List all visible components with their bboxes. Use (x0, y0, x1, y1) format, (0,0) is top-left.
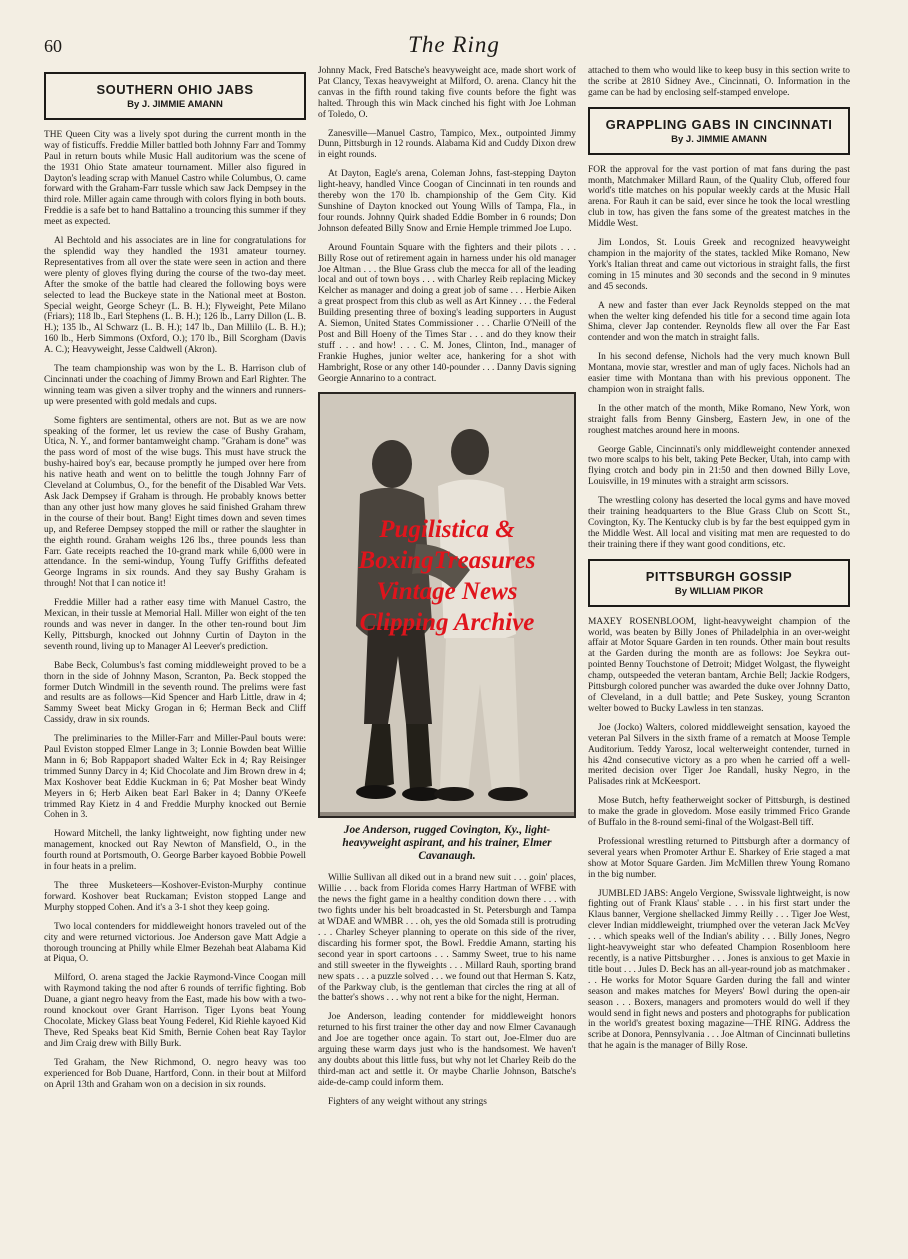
paragraph: The team championship was won by the L. B. Harrison club of Cincinnati under the coaching of Jimmy Brown and Earl Righter. The winning team was given a silver trophy and the winners and runners-up were presented with gold medals and cups. (44, 364, 306, 407)
paragraph: THE Queen City was a lively spot during the current month in the way of fisticuffs. Freddie Miller battled both Johnny Farr and Tommy Paul in return bouts while Music Hall auditorium was the scene of the 1931 Ohio State amateur tournament. Miller also figured in Dayton's leading scrap with Manuel Castro while Columbus, O. came forward with the Graham-Farr tussle which saw Jack Dempsey in the third role. Miller again came through with colors flying in both bouts. Freddie is a safe bet to hand Battalino a trouncing this summer if they meet as expected. (44, 129, 306, 228)
column-middle (318, 66, 576, 1241)
paragraph: JUMBLED JABS: Angelo Vergione, Swissvale lightweight, is now fighting out of Frank Klaus' stable . . . in his first start under the Klaus banner, Vergione shellacked Jimmy Reilly . . . Tiger Joe West, clever Indian middleweight, triumphed over the veteran Jack McVey . . . which speaks well of the Indian's ability . . . Billy Jones, Negro light-heavyweight star who defeated Champion Rosenbloom here recently, is a native Pittsburgher . . . Jones is anxious to get Maxie in title bout . . . Jules D. Beck has an all-year-round job as matchmaker . . . He works for Motor Square Garden during the fall and winter season and makes matches for Meyers' Bowl during the open-air season . . . Boxers, managers and promoters would do well if they would send in fight news and posters and photographs for publication in the world's greatest boxing magazine—THE RING. Address the scribe at Donora, Pennsylvania . . . Joe Altman of Cincinnati bulletins that he again is the manager of Billy Rose. (588, 888, 850, 1052)
magazine-title: The Ring (408, 32, 500, 57)
article-title: SOUTHERN OHIO JABS (96, 82, 254, 97)
page-header (0, 0, 908, 60)
paragraph: Joe (Jocko) Walters, colored middleweight sensation, kayoed the veteran Pal Silvers in the sixth frame of a rematch at Moose Temple Auditorium. Teddy Yarosz, local welterweight contender, turned in his 42nd consecutive victory as a pro when he carried off a well-merited decision over Tiger Joe Randall, husky Negro, in the Palisades rink at McKeesport. (588, 722, 850, 788)
paragraph: Milford, O. arena staged the Jackie Raymond-Vince Coogan mill with Raymond taking the nod after 6 rounds of terrific fighting. Bob Duane, a giant negro heavy from the East, made his bow with a two-round knockout over Grant Harrison. Tiger Lyons beat Young Chocolate, Mickey Glass beat Young Federel, Kid Riehle kayoed Kid Theve, Red Speaks beat Kid Smith, Bernie Cohen beat Ray Taylor and Jim Craig drew with Billy Burk. (44, 973, 306, 1049)
paragraph: Babe Beck, Columbus's fast coming middleweight proved to be a thorn in the side of Johnny Mason, Scranton, Pa. Beck stopped the former Dutch Windmill in the seventh round. The prelims were fast and results are as follows—Kid Spencer and Harb Little, draw in 4; Sammy Sweet beat Micky Grogan in 6; Herman Beck and Cliff Cassidy, draw in six rounds. (44, 660, 306, 726)
paragraph: Some fighters are sentimental, others are not. But as we are now speaking of the former, let us review the case of Bushy Graham, Utica, N. Y., and former bantamweight champ. "Graham is done" was the pass word of most of the wise bugs. This must have struck the bushy-haired boy's ear, because promptly he jumped over here from his native heath and went on to belittle the tough Johnny Farr of Cleveland at Columbus, O., for the benefit of the Disabled War Vets. Ask Jack Dempsey if Graham is through. He probably knows better than any other just how many gloves he said finished Graham threw in the course of their bout. Bang! Eight times down and seven times up, and Referee Dempsey stopped the mill or rather the slaughter in the eighth round. Graham weighs 126 lbs., three pounds less than Farr. Gate receipts reached the 10-grand mark while 6,000 were in attendance. In the semi-windup, Young Tuffy Griffiths defeated George Ingrams in six rounds. And they say Bushy Graham is through! Not that I can notice it! (44, 415, 306, 590)
article-byline: By J. JIMMIE AMANN (671, 133, 767, 145)
article-byline: By J. JIMMIE AMANN (127, 99, 223, 110)
article-heading-grappling-gabs (588, 107, 850, 155)
archive-watermark (320, 514, 574, 638)
page-number: 60 (44, 36, 62, 56)
paragraph: Professional wrestling returned to Pittsburgh after a dormancy of several years when Promoter Arthur E. Sharkey of Erie staged a mat show at Motor Square Garden. Jim McMillen threw Young Romano in the big number. (588, 836, 850, 880)
paragraph: Two local contenders for middleweight honors traveled out of the city and were returned victorious. Joe Anderson gave Matt Adgie a thorough trouncing at Philly while Elmer Bezehah beat Alabama Kid at Piqua, O. (44, 921, 306, 965)
paragraph: Al Bechtold and his associates are in line for congratulations for the splendid way they handled the 1931 amateur tourney. Representatives from all over the state were seen in action and there were plenty of gloves flying during the course of the two-day meet. After the smoke of the battle had cleared the following boys were selected to lead the Buckeye state in the National meet at Boston. Special weight, George Scheyr (L. B. H.); Flyweight, Pete Milano (Friars); 118 lb., Earl Stephens (L. B. H.); 126 lb., Larry Dillon (L. B. H.); 135 lb., Al Schwarz (L. B. H.); 147 lb., Dan Millilo (L. B. H.); 160 lb., Herb Simmons (Oxford, O.); 170 lb., Bill Scorgham (Davis A. C.); Heavyweight, Jesse Caldwell (Akron). (44, 236, 306, 356)
paragraph: In his second defense, Nichols had the very much known Bull Montana, movie star, wrestler and man of ugly faces. Nichols had an easier time with Montana than with his previous opponent. The champion won in straight falls. (588, 352, 850, 395)
photo-caption: Joe Anderson, rugged Covington, Ky., light-heavyweight aspirant, and his trainer, Elmer Cavanaugh. (342, 824, 552, 863)
paragraph: FOR the approval for the vast portion of mat fans during the past month, Matchmaker Millard Raun, of the Quality Club, offered four world's title matches on his popular weekly cards at the Music Hall arena. For Rauh it can be said, ever since he took the local wrestling club in tow, has given the fans some of the greatest matches in the Middle West. (588, 164, 850, 230)
watermark-line: Clipping Archive (359, 609, 535, 637)
article-heading-southern-ohio-jabs (44, 72, 306, 120)
paragraph: Mose Butch, hefty featherweight socker of Pittsburgh, is destined to make the grade in glovedom. Mose easily trimmed Frico Grande of Buffalo in the 8-round semi-final of the Wolgast-Bell tiff. (588, 796, 850, 829)
paragraph: MAXEY ROSENBLOOM, light-heavyweight champion of the world, was beaten by Billy Jones of Philadelphia in an over-weight affair at Motor Square Garden in ten rounds. Other main bout results at the Garden during the month are as follows: Joe Seykra out-pointed Benny Touchstone of Detroit; Midget Wolgast, the flyweight champ, outspeeded the veteran bantam, Archie Bell; Jackie Rodgers, Pittsburgh colored puncher was awarded the duke over Johnny Datto, of Cleveland, in a dull battle; and Pete Suskey, young Scranton welter bowed to Bucky Lawless in ten stanzas. (588, 616, 850, 714)
column-left (44, 66, 306, 1241)
paragraph: Howard Mitchell, the lanky lightweight, now fighting under new management, knocked out Ray Newton of Mansfield, O., in the fourth round at Portsmouth, O. George Barber kayoed Bobbie Powell in four heats in a prelim. (44, 829, 306, 873)
watermark-line: Pugilistica & (379, 516, 515, 544)
article-title: GRAPPLING GABS IN CINCINNATI (605, 116, 833, 132)
paragraph: A new and faster than ever Jack Reynolds stepped on the mat when the welter king defended his title for a second time again Iota Shima, clever Jap contender. Reynolds flew all over the Far East contender and won the match in straight falls. (588, 300, 850, 344)
paragraph: The preliminaries to the Miller-Farr and Miller-Paul bouts were: Paul Eviston stopped Elmer Lange in 3; Lonnie Bowden beat Willie Mann in 6; Bob Rappaport shaded Walter Eck in 4; Ray Reisinger trimmed Sunny Darcy in 4; Kid Chocolate and Jim Brown drew in 4; Max Koshover beat Eddie Kuckman in 6; Pat Mosher beat Windy Meyers in 6; Herb Aiken beat Earl Baker in 4; Danny O'Keefe trimmed Ray Kietz in 4 and Freddie Murphy knocked out Bernie Cohen in 3. (44, 734, 306, 821)
article-byline: By WILLIAM PIKOR (674, 585, 764, 597)
boxer-photo (318, 392, 576, 818)
watermark-line: BoxingTreasures (358, 547, 536, 575)
paragraph: Joe Anderson, leading contender for middleweight honors returned to his first trainer the other day and now Elmer Cavanaugh and Joe are together once again. To start out, Joe-Elmer duo are arguing these warm days just who is the handsomest. We haven't any doubts about this little fuss, but why not let Charley Reib do the third-man act and settle it. Or maybe Charlie Johnson, Batsche's aide-de-camp could inform them. (318, 1012, 576, 1088)
paragraph: Johnny Mack, Fred Batsche's heavyweight ace, made short work of Pat Clancy, Texas heavyweight at Milford, O. arena. Clancy hit the canvas in the fifth round taking five counts before the fight was halted. Through this win Mack cinched his fight with Joe Lohman of Toledo, O. (318, 66, 576, 120)
paragraph: George Gable, Cincinnati's only middleweight contender annexed two more scalps to his belt, taking Pete Becker, Utah, into camp with flying crotch and body pin in 21:50 and then downed Billy Love, Louisville, in 19 minutes with a straight arm scissors. (588, 444, 850, 488)
paragraph: Freddie Miller had a rather easy time with Manuel Castro, the Mexican, in their tussle at Memorial Hall. Miller won eight of the ten rounds and was never in danger. In the other ten-round bout Jim Kelly, Pittsburgh, knocked out Johnny Curtin of Dayton in the seventh round, living up to Manager Al Leever's prediction. (44, 598, 306, 652)
paragraph: The wrestling colony has deserted the local gyms and have moved their training headquarters to the Blue Grass Club on Scott St., Covington, Ky. The Kentucky club is by far the best equipped gym in the Middle West. All local and visiting mat men are requested to do their training there if they want good conditions, etc. (588, 496, 850, 550)
paragraph: Jim Londos, St. Louis Greek and recognized heavyweight champion in the majority of the states, tackled Mike Romano, New York's Italian threat and came out victorious in straight falls, the first coming in 15 minutes and 30 seconds and the second in 9 minutes and 45 seconds. (588, 238, 850, 292)
paragraph: Zanesville—Manuel Castro, Tampico, Mex., outpointed Jimmy Dunn, Pittsburgh in 12 rounds. Alabama Kid and Cuddy Dixon drew in eight rounds. (318, 128, 576, 161)
paragraph: At Dayton, Eagle's arena, Coleman Johns, fast-stepping Dayton light-heavy, handled Vince Coogan of Cincinnati in ten rounds and thereby won the 170 lb. championship of the Gem City. Kid Sunshine of Dayton knocked out Young Wills of Tampa, Fla., in four rounds. Johnny Quirk shaded Eddie Bomber in 6 rounds; Don Johnson defeated Billy Snow and Ernie Hemple trimmed Joe Lupo. (318, 169, 576, 234)
paragraph: The three Musketeers—Koshover-Eviston-Murphy continue forward. Koshover beat Ruckaman; Eviston stopped Lange and Murphy stopped Cohen. And it's a 3-1 shot they keep going. (44, 881, 306, 913)
paragraph: Fighters of any weight without any strings (328, 1096, 487, 1107)
article-title: PITTSBURGH GOSSIP (645, 568, 793, 584)
watermark-line: Vintage News (376, 578, 518, 606)
column-right (588, 66, 850, 1241)
paragraph: Willie Sullivan all diked out in a brand new suit . . . goin' places, Willie . . . back from Florida comes Harry Hartman of WFBE with the news the fight game in a healthy condition down there . . . with two fights under his belt broadcasted in St. Petersburgh and Tampa at WDAE and WMBR . . . oh, yes the old Somada still is protruding . . . Charley Scheyer planning to operate on this side of the river, discarding his former spot, the Bowl. Freddie Amann, starting his second year in sport cartoons . . . Sammy Sweet, true to his name and still sweeter in the flyweights . . . Millard Rauh, sporting brand new spats . . . a puzzle solved . . . we found out that Herman S. Katz, of the Parkway club, is the gentleman that circles the ring at all of the batter's shows . . . why not rent a bike for the night, Herman. (318, 873, 576, 1004)
article-heading-pittsburgh-gossip (588, 559, 850, 607)
paragraph: attached to them who would like to keep busy in this section write to the scribe at 2810 Sidney Ave., Cincinnati, O. Information in the game can be had by enclosing self-stamped envelope. (588, 66, 850, 98)
paragraph: In the other match of the month, Mike Romano, New York, won straight falls from Benny Ginsberg, Eastern Jew, in one of the roughest matches around here in moons. (588, 403, 850, 436)
paragraph: Around Fountain Square with the fighters and their pilots . . . Billy Rose out of retirement again in harness under his old manager Joe Altman . . . the Blue Grass club the mecca for all of the leading local and out of town boys . . . with Charley Reib replacing Mickey Kelcher as manager and doing a great job of same . . . Herbie Aiken a great prospect from this club as well as Art Kinney . . . the Federal Building presenting three of boxing's leading supporters in August A. Siemon, United States Commissioner . . . Charlie O'Neill of the Post and Bill Hoeny of the Times Star . . . and do they know their stuff . . . and how! . . . C. M. Jones, Clinton, Ind., manager of Frankie Hughes, junior welter ace, hankering for a shot with Hambright, Rose or any other 140-pounder . . . Danny Davis signing Georgie Annarino to a contract. (318, 242, 576, 384)
paragraph: Ted Graham, the New Richmond, O. negro heavy was too experienced for Bob Duane, Hartford, Conn. in their bout at Milford on April 13th and Graham won on a decision in six rounds. (44, 1057, 306, 1090)
